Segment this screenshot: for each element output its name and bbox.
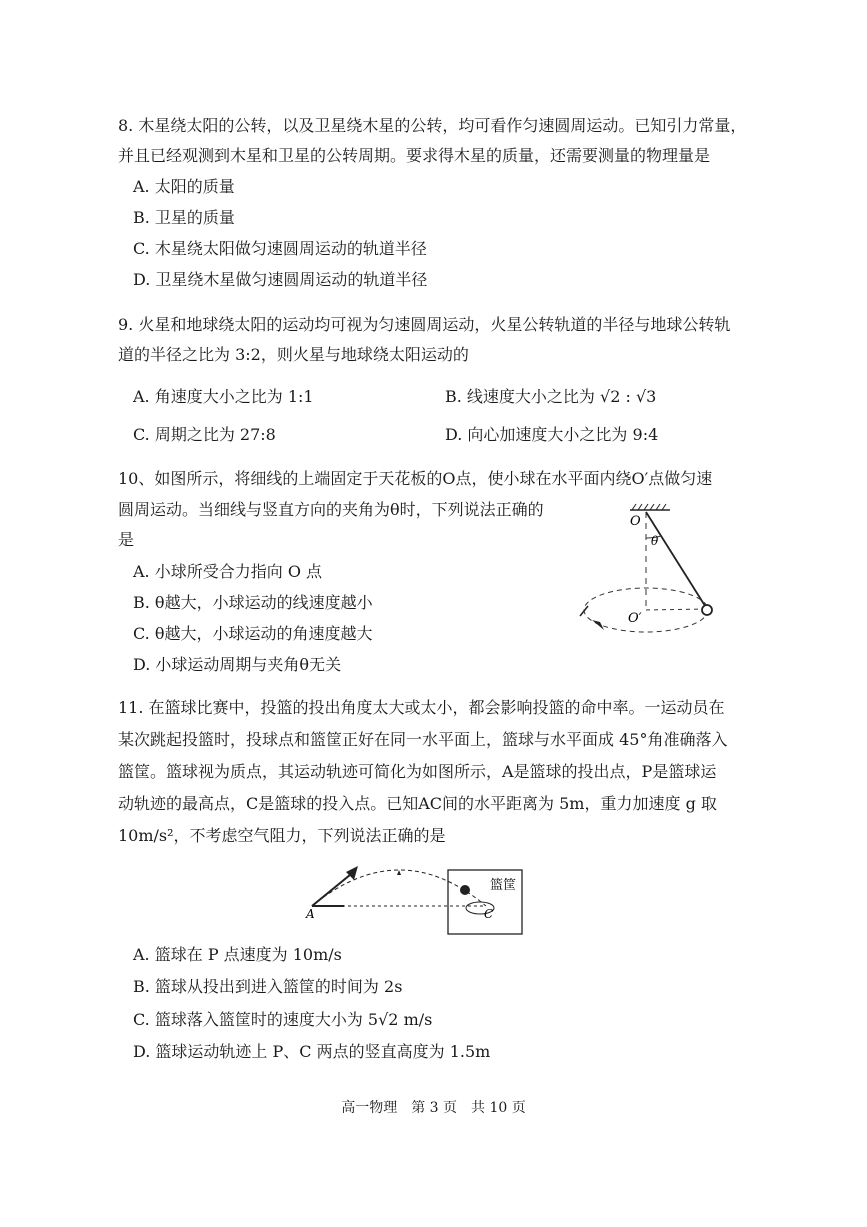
- q9-option-a: A. 角速度大小之比为 1:1: [133, 387, 314, 406]
- label-o-prime: O′: [628, 611, 642, 626]
- label-basket: 篮筐: [490, 878, 517, 893]
- q10-option-b: B. θ越大，小球运动的线速度越小: [133, 593, 373, 612]
- q11-stem-line2: 某次跳起投篮时，投球点和篮筐正好在同一水平面上，篮球与水平面成 45°角准确落入: [118, 730, 728, 749]
- q11-option-b: B. 篮球从投出到进入篮筐的时间为 2s: [133, 977, 403, 996]
- q9-stem-line1: 9. 火星和地球绕太阳的运动均可视为匀速圆周运动，火星公转轨道的半径与地球公转轨: [118, 315, 731, 334]
- basketball-trajectory-figure: [300, 856, 540, 938]
- q11-stem-line4: 动轨迹的最高点，C是篮球的投入点。已知AC间的水平距离为 5m，重力加速度 g 取: [118, 794, 717, 813]
- q9-option-b: B. 线速度大小之比为 √2 : √3: [445, 387, 657, 406]
- label-o: O: [630, 514, 641, 529]
- q9-stem-line2: 道的半径之比为 3:2，则火星与地球绕太阳运动的: [118, 345, 469, 364]
- label-a: A: [306, 907, 315, 921]
- conical-pendulum-figure: [570, 498, 730, 658]
- q11-option-c: C. 篮球落入篮筐时的速度大小为 5√2 m/s: [133, 1010, 433, 1029]
- q10-stem-line3: 是: [118, 530, 135, 549]
- label-theta: θ: [651, 534, 659, 548]
- q10-option-c: C. θ越大，小球运动的角速度越大: [133, 624, 373, 643]
- q10-stem-line2: 圆周运动。当细线与竖直方向的夹角为θ时，下列说法正确的: [118, 500, 544, 519]
- q8-option-b: B. 卫星的质量: [133, 208, 235, 227]
- q10-option-d: D. 小球运动周期与夹角θ无关: [133, 655, 342, 674]
- q11-stem-line1: 11. 在篮球比赛中，投篮的投出角度太大或太小，都会影响投篮的命中率。一运动员在: [118, 698, 725, 717]
- q8-option-c: C. 木星绕太阳做匀速圆周运动的轨道半径: [133, 239, 427, 258]
- q10-option-a: A. 小球所受合力指向 O 点: [133, 562, 323, 581]
- q9-option-d: D. 向心加速度大小之比为 9:4: [445, 425, 659, 444]
- q11-stem-line5: 10m/s²，不考虑空气阻力，下列说法正确的是: [118, 826, 446, 845]
- q8-option-d: D. 卫星绕木星做匀速圆周运动的轨道半径: [133, 270, 428, 289]
- label-c: C: [484, 907, 494, 921]
- page-footer: 高一物理 第 3 页 共 10 页: [341, 1100, 526, 1116]
- q11-stem-line3: 篮筐。篮球视为质点，其运动轨迹可简化为如图所示，A是篮球的投出点，P是篮球运: [118, 762, 717, 781]
- q8-stem-line1: 8. 木星绕太阳的公转，以及卫星绕木星的公转，均可看作匀速圆周运动。已知引力常量，: [118, 116, 747, 135]
- q8-stem-line2: 并且已经观测到木星和卫星的公转周期。要求得木星的质量，还需要测量的物理量是: [118, 146, 711, 165]
- q10-stem-line1: 10、如图所示，将细线的上端固定于天花板的O点，使小球在水平面内绕O′点做匀速: [118, 469, 713, 488]
- q11-option-d: D. 篮球运动轨迹上 P、C 两点的竖直高度为 1.5m: [133, 1042, 491, 1061]
- q9-option-c: C. 周期之比为 27:8: [133, 425, 276, 444]
- q8-option-a: A. 太阳的质量: [133, 177, 235, 196]
- q11-option-a: A. 篮球在 P 点速度为 10m/s: [133, 945, 342, 964]
